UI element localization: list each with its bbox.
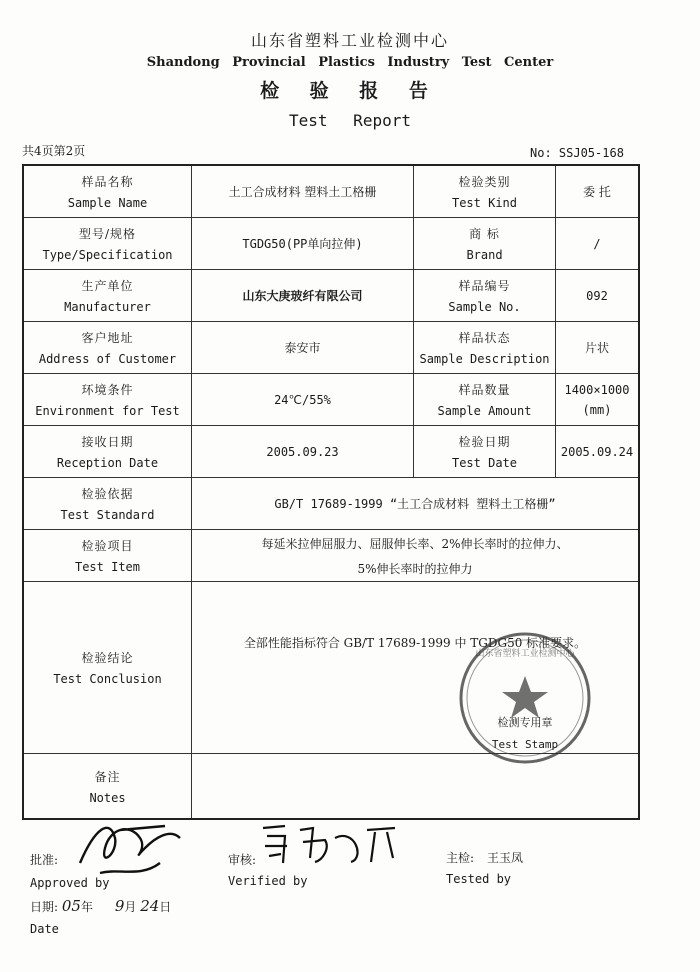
date-month: 9 [114, 897, 125, 915]
page-info: 共4页第2页 [22, 144, 86, 158]
date-label-cn: 日期: 05年 9月 24日 [30, 897, 172, 915]
verifier-signature-icon [255, 818, 405, 880]
row-test-item [24, 530, 638, 582]
label-test-kind: 检验类别 Test Kind [414, 166, 556, 217]
value-sample-desc: 片状 [584, 341, 609, 355]
stamp-ring-text: 山东省塑料工业检测中心 [475, 649, 575, 659]
row-type-spec [24, 218, 638, 270]
report-title-cn: 检 验 报 告 [260, 80, 440, 102]
approved-label-cn: 批准: [30, 853, 59, 867]
report-title-en: Test Report [289, 111, 411, 130]
org-name-cn: 山东省塑料工业检测中心 [250, 31, 449, 50]
value-brand: / [593, 236, 601, 251]
value-sample-name: 土工合成材料 塑料土工格栅 [192, 166, 414, 217]
label-reception-date: 接收日期 Reception Date [24, 426, 192, 477]
value-test-item: 每延米拉伸屈服力、屈服伸长率、2%伸长率时的拉伸力、 5%伸长率时的拉伸力 [261, 536, 569, 576]
approver-signature-icon [70, 808, 200, 888]
label-sample-desc: 样品状态 Sample Description [414, 322, 556, 373]
date-day: 24 [140, 897, 160, 915]
verified-label-en: Verified by [228, 874, 308, 888]
row-dates [24, 426, 638, 478]
row-test-standard [24, 478, 638, 530]
value-sample-no: 092 [586, 288, 608, 303]
value-environment: 24℃/55% [192, 374, 414, 425]
stamp-label-cn: 检测专用章 [497, 716, 553, 729]
value-type-spec: TGDG50(PP单向拉伸) [192, 218, 414, 269]
label-test-date: 检验日期 Test Date [414, 426, 556, 477]
row-manufacturer [24, 270, 638, 322]
label-notes: 备注 Notes [24, 754, 192, 818]
value-manufacturer: 山东大庚玻纤有限公司 [192, 270, 414, 321]
tested-label-en: Tested by [446, 872, 512, 886]
report-number: No: SSJ05-168 [530, 146, 624, 160]
value-conclusion: 全部性能指标符合 GB/T 17689-1999 中 TGDG50 标准要求。 [243, 636, 587, 650]
verified-label-cn: 审核: [228, 853, 257, 867]
label-test-item: 检验项目 Test Item [24, 530, 192, 581]
org-name-en: Shandong Provincial Plastics Industry Test Center [146, 55, 554, 70]
label-sample-name: 样品名称 Sample Name [24, 166, 192, 217]
tested-name: 王玉凤 [487, 851, 524, 865]
row-sample-name [24, 166, 638, 218]
label-sample-amount: 样品数量 Sample Amount [414, 374, 556, 425]
test-stamp [455, 628, 595, 768]
label-manufacturer: 生产单位 Manufacturer [24, 270, 192, 321]
value-test-kind: 委 托 [583, 185, 611, 199]
label-conclusion: 检验结论 Test Conclusion [24, 582, 192, 753]
approved-label-en: Approved by [30, 876, 110, 890]
value-address: 泰安市 [192, 322, 414, 373]
label-brand: 商 标 Brand [414, 218, 556, 269]
label-test-standard: 检验依据 Test Standard [24, 478, 192, 529]
value-sample-amount: 1400×1000 (mm) [564, 382, 630, 417]
label-address: 客户地址 Address of Customer [24, 322, 192, 373]
label-sample-no: 样品编号 Sample No. [414, 270, 556, 321]
value-test-date: 2005.09.24 [560, 444, 634, 459]
row-address [24, 322, 638, 374]
row-environment [24, 374, 638, 426]
date-year: 05 [61, 897, 81, 915]
label-type-spec: 型号/规格 Type/Specification [24, 218, 192, 269]
stamp-label-en: Test Stamp [491, 738, 559, 751]
tested-label-cn: 主检: [446, 851, 475, 865]
date-label-en: Date [30, 922, 59, 936]
label-environment: 环境条件 Environment for Test [24, 374, 192, 425]
value-reception-date: 2005.09.23 [192, 426, 414, 477]
value-test-standard: GB/T 17689-1999 “土工合成材料 塑料土工格栅” [274, 497, 556, 511]
